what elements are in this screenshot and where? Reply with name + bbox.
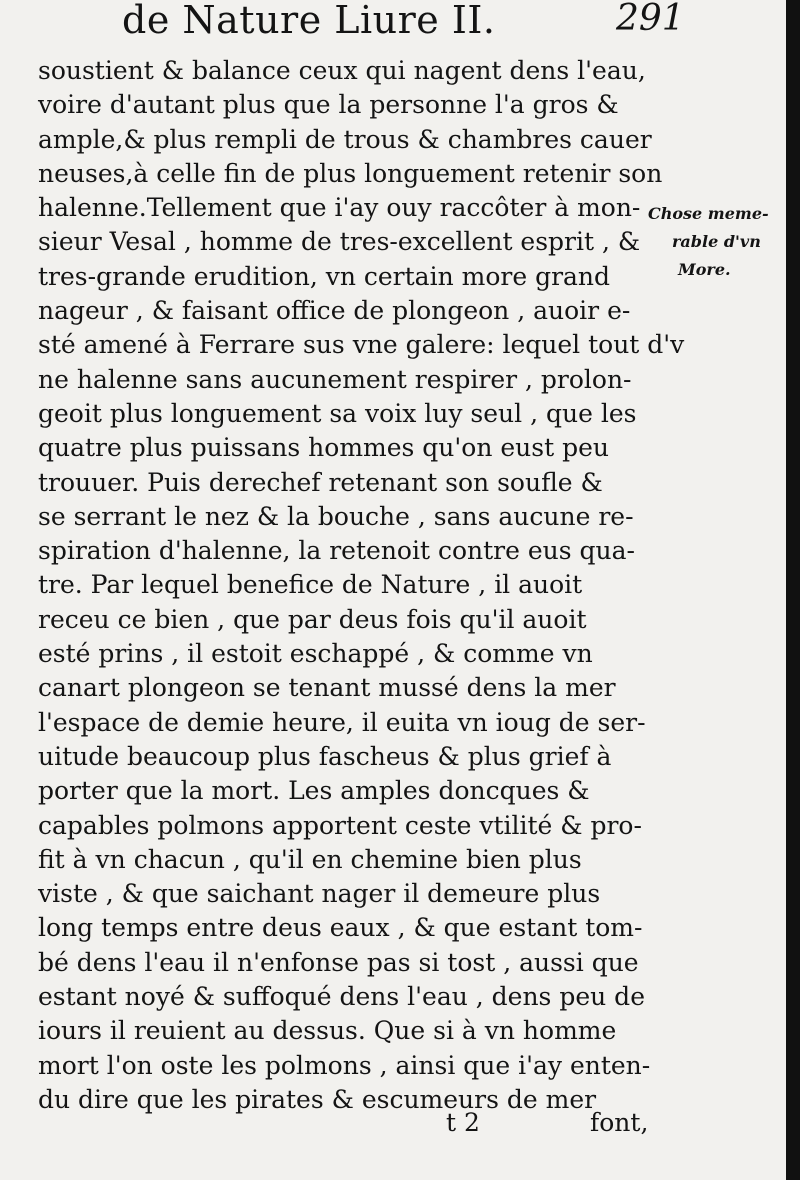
margin-note-line: Chose meme-: [648, 204, 769, 223]
text-line: receu ce bien , que par deus fois qu'il auoit: [38, 604, 587, 634]
text-line: neuses,à celle fin de plus longuement retenir son: [38, 158, 663, 188]
text-line: sieur Vesal , homme de tres-excellent esprit , &: [38, 227, 641, 257]
running-head: de Nature Liure II.: [122, 0, 496, 42]
text-line: capables polmons apportent ceste vtilité & pro-: [38, 810, 642, 840]
text-line: nageur , & faisant office de plongeon , auoir e-: [38, 296, 631, 326]
margin-note-line: rable d'vn: [672, 232, 761, 251]
text-line: l'espace de demie heure, il euita vn ioug de ser-: [38, 707, 646, 737]
text-line: ample,& plus rempli de trous & chambres cauer: [38, 124, 652, 154]
page-footer: [0, 1108, 800, 1148]
text-line: canart plongeon se tenant mussé dens la mer: [38, 673, 616, 703]
page-header: [0, 0, 800, 40]
text-line: bé dens l'eau il n'enfonse pas si tost , aussi que: [38, 947, 639, 977]
text-line: geoit plus longuement sa voix luy seul , que les: [38, 398, 637, 428]
page-number: 291: [616, 0, 685, 39]
catchword: font,: [590, 1108, 649, 1137]
text-line: sté amené à Ferrare sus vne galere: lequel tout d'v: [38, 330, 685, 360]
text-line: esté prins , il estoit eschappé , & comme vn: [38, 639, 593, 669]
text-line: quatre plus puissans hommes qu'on eust peu: [38, 433, 609, 463]
text-line: estant noyé & suffoqué dens l'eau , dens peu de: [38, 982, 645, 1012]
text-line: fit à vn chacun , qu'il en chemine bien plus: [38, 844, 582, 874]
text-line: viste , & que saichant nager il demeure plus: [38, 879, 601, 909]
text-line: tres-grande erudition, vn certain more grand: [38, 261, 611, 291]
text-line: ne halenne sans aucunement respirer , prolon-: [38, 364, 632, 394]
text-line: se serrant le nez & la bouche , sans aucune re-: [38, 501, 634, 531]
text-line: long temps entre deus eaux , & que estant tom-: [38, 913, 643, 943]
signature-mark: t 2: [446, 1108, 480, 1137]
text-line: iours il reuient au dessus. Que si à vn homme: [38, 1016, 617, 1046]
text-line: du dire que les pirates & escumeurs de mer: [38, 1084, 597, 1114]
text-line: tre. Par lequel benefice de Nature , il auoit: [38, 570, 583, 600]
text-line: uitude beaucoup plus fascheus & plus grief à: [38, 741, 612, 771]
text-line: spiration d'halenne, la retenoit contre eus qua-: [38, 536, 635, 566]
text-line: voire d'autant plus que la personne l'a gros &: [38, 90, 619, 120]
text-line: trouuer. Puis derechef retenant son soufle &: [38, 467, 603, 497]
margin-note: [648, 200, 788, 284]
text-line: porter que la mort. Les amples doncques &: [38, 776, 590, 806]
text-line: soustient & balance ceux qui nagent dens l'eau,: [38, 56, 646, 85]
body-text: [38, 54, 685, 1117]
margin-note-line: More.: [678, 260, 731, 279]
text-line: mort l'on oste les polmons , ainsi que i'ay enten-: [38, 1050, 651, 1080]
text-line: halenne.Tellement que i'ay ouy raccôter à mon-: [38, 193, 641, 223]
